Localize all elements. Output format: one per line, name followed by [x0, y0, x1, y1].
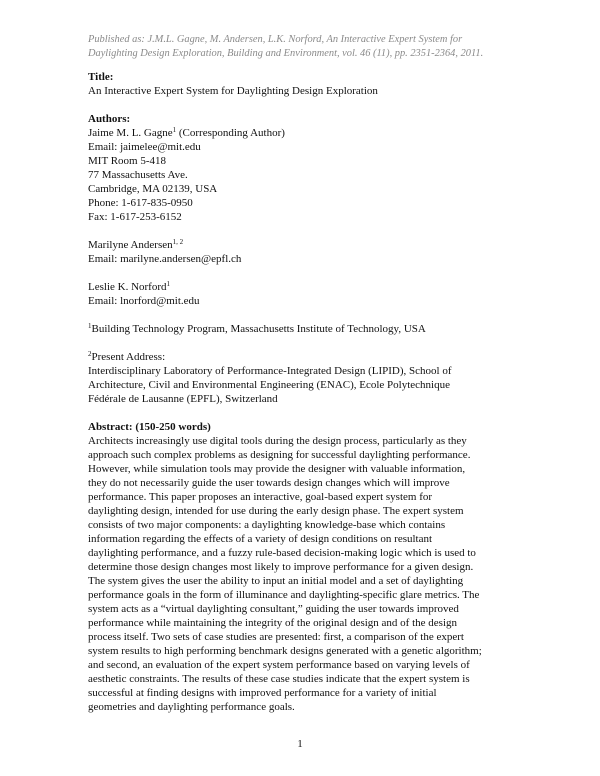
author1-room: MIT Room 5-418: [88, 155, 167, 167]
page-number: 1: [297, 738, 303, 750]
abstract-heading: Abstract: (150-250 words): [88, 421, 211, 433]
affiliation-2-line: Interdisciplinary Laboratory of Performance-Integrated Design (LIPID), School of: [88, 365, 452, 377]
abstract-line: system results to high performing benchmark designs generated with a genetic algorithm;: [88, 645, 482, 657]
affiliation-2-label: Present Address:: [91, 351, 166, 363]
author3-email: Email: lnorford@mit.edu: [88, 295, 200, 307]
affiliation-2-line: Architecture, Civil and Environmental Engineering (ENAC), Ecole Polytechnique: [88, 379, 450, 391]
author2-name: Marilyne Andersen: [88, 239, 173, 251]
abstract-line: process itself. Two sets of case studies are presented: first, a comparison of the expert: [88, 631, 464, 643]
author2-affiliation-mark: 1, 2: [172, 238, 184, 246]
affiliation-2-mark: 2: [88, 350, 92, 358]
author2-email: Email: marilyne.andersen@epfl.ch: [88, 253, 242, 265]
abstract-line: they do not necessarily guide the user towards design changes which will improve: [88, 477, 450, 489]
abstract-line: However, while simulation tools may provide the designer with valuable information,: [88, 463, 466, 475]
authors-section: [88, 112, 528, 308]
author2-name-line: [88, 238, 528, 252]
abstract-line: The system gives the user the ability to input an initial model and a set of daylighting: [88, 575, 464, 587]
affiliation-1-mark: 1: [88, 322, 92, 330]
abstract-line: daylighting design, intended for use during the early design phase. The expert system: [88, 505, 464, 517]
citation-line: Daylighting Design Exploration, Building and Environment, vol. 46 (11), pp. 2351-2364, 2011.: [88, 48, 484, 59]
abstract-text: [88, 434, 528, 714]
author1-street: 77 Massachusetts Ave.: [88, 169, 188, 181]
abstract-section: [88, 420, 528, 714]
paper-body: [88, 70, 528, 714]
paper-title: An Interactive Expert System for Daylighting Design Exploration: [88, 85, 378, 97]
abstract-line: determine those design changes most likely to improve performance for a given design.: [88, 561, 474, 573]
author1-email: Email: jaimelee@mit.edu: [88, 141, 201, 153]
author1-role: (Corresponding Author): [176, 127, 285, 139]
abstract-line: geometries and daylighting performance goals.: [88, 701, 295, 713]
abstract-line: performance. This paper proposes an interactive, goal-based expert system for: [88, 491, 433, 503]
author1-phone: Phone: 1-617-835-0950: [88, 197, 193, 209]
author1-city: Cambridge, MA 02139, USA: [88, 183, 218, 195]
author3-name-line: [88, 280, 528, 294]
affiliation-2: [88, 350, 528, 406]
citation-line: Published as: J.M.L. Gagne, M. Andersen, L.K. Norford, An Interactive Expert System for: [88, 34, 463, 45]
abstract-line: and second, an evaluation of the expert system performance based on varying levels of: [88, 659, 470, 671]
abstract-line: consists of two major components: a daylighting knowledge-base which contains: [88, 519, 446, 531]
abstract-line: information regarding the effects of a variety of design conditions on resultant: [88, 533, 433, 545]
abstract-line: successful at finding designs with improved performance for a variety of initial: [88, 687, 437, 699]
title-heading: Title:: [88, 71, 114, 83]
author1-fax: Fax: 1-617-253-6152: [88, 211, 182, 223]
author3-name: Leslie K. Norford: [88, 281, 167, 293]
author1-affiliation-mark: 1: [172, 126, 177, 134]
abstract-line: daylighting performance, and a fuzzy rule-based decision-making logic which is used to: [88, 547, 476, 559]
author1-name-line: [88, 126, 528, 140]
affiliation-1: [88, 322, 528, 336]
affiliation-2-line: Fédérale de Lausanne (EPFL), Switzerland: [88, 393, 278, 405]
authors-heading: Authors:: [88, 113, 131, 125]
abstract-line: performance goals in the form of illuminance and daylighting-specific glare metrics. The: [88, 589, 480, 601]
abstract-line: approach such complex problems as designing for successful daylighting performance.: [88, 449, 471, 461]
author3-affiliation-mark: 1: [166, 280, 171, 288]
title-section: [88, 70, 528, 98]
abstract-line: system acts as a “virtual daylighting consultant,” guiding the user towards improved: [88, 603, 459, 615]
affiliation-1-text: Building Technology Program, Massachusetts Institute of Technology, USA: [91, 323, 426, 335]
abstract-line: performance while maintaining the integrity of the original design and of the design: [88, 617, 458, 629]
author1-name: Jaime M. L. Gagne: [88, 127, 173, 139]
abstract-line: aesthetic constraints. The results of these case studies indicate that the expert system is: [88, 673, 470, 685]
abstract-line: Architects increasingly use digital tools during the design process, particularly as they: [88, 435, 467, 447]
citation-header: [88, 33, 528, 61]
